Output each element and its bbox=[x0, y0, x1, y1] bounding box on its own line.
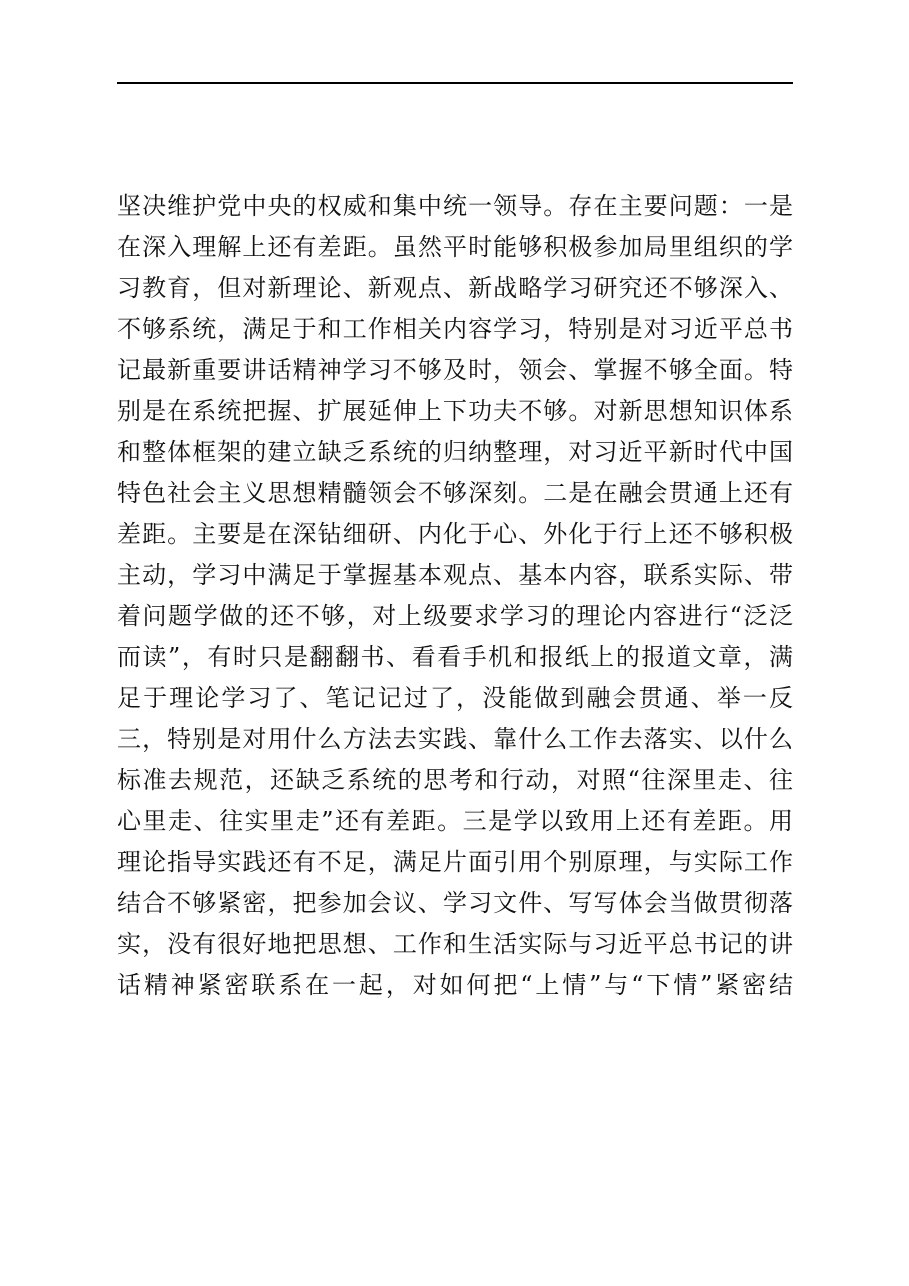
text-line: 心里走、往实里走”还有差距。三是学以致用上还有差距。用 bbox=[117, 807, 793, 835]
text-line: 理论指导实践还有不足，满足片面引用个别原理，与实际工作 bbox=[117, 848, 793, 876]
text-line: 标准去规范，还缺乏系统的思考和行动，对照“往深里走、往 bbox=[117, 766, 793, 794]
text-line: 坚决维护党中央的权威和集中统一领导。存在主要问题：一是 bbox=[117, 192, 793, 220]
text-line: 而读”，有时只是翻翻书、看看手机和报纸上的报道文章，满 bbox=[117, 643, 793, 671]
text-line: 记最新重要讲话精神学习不够及时，领会、掌握不够全面。特 bbox=[117, 356, 793, 384]
text-line: 不够系统，满足于和工作相关内容学习，特别是对习近平总书 bbox=[117, 315, 793, 343]
text-line: 在深入理解上还有差距。虽然平时能够积极参加局里组织的学 bbox=[117, 233, 793, 261]
text-line: 结合不够紧密，把参加会议、学习文件、写写体会当做贯彻落 bbox=[117, 889, 793, 917]
text-line: 别是在系统把握、扩展延伸上下功夫不够。对新思想知识体系 bbox=[117, 397, 793, 425]
text-line: 话精神紧密联系在一起，对如何把“上情”与“下情”紧密结 bbox=[117, 971, 793, 999]
text-line: 和整体框架的建立缺乏系统的归纳整理，对习近平新时代中国 bbox=[117, 438, 793, 466]
text-line: 差距。主要是在深钻细研、内化于心、外化于行上还不够积极 bbox=[117, 520, 793, 548]
text-line: 三，特别是对用什么方法去实践、靠什么工作去落实、以什么 bbox=[117, 725, 793, 753]
body-text bbox=[117, 186, 793, 1006]
text-line: 足于理论学习了、笔记记过了，没能做到融会贯通、举一反 bbox=[117, 684, 793, 712]
text-line: 主动，学习中满足于掌握基本观点、基本内容，联系实际、带 bbox=[117, 561, 793, 589]
header-rule bbox=[117, 82, 793, 84]
text-line: 着问题学做的还不够，对上级要求学习的理论内容进行“泛泛 bbox=[117, 602, 793, 630]
text-line: 习教育，但对新理论、新观点、新战略学习研究还不够深入、 bbox=[117, 274, 793, 302]
text-line: 特色社会主义思想精髓领会不够深刻。二是在融会贯通上还有 bbox=[117, 479, 793, 507]
text-line: 实，没有很好地把思想、工作和生活实际与习近平总书记的讲 bbox=[117, 930, 793, 958]
